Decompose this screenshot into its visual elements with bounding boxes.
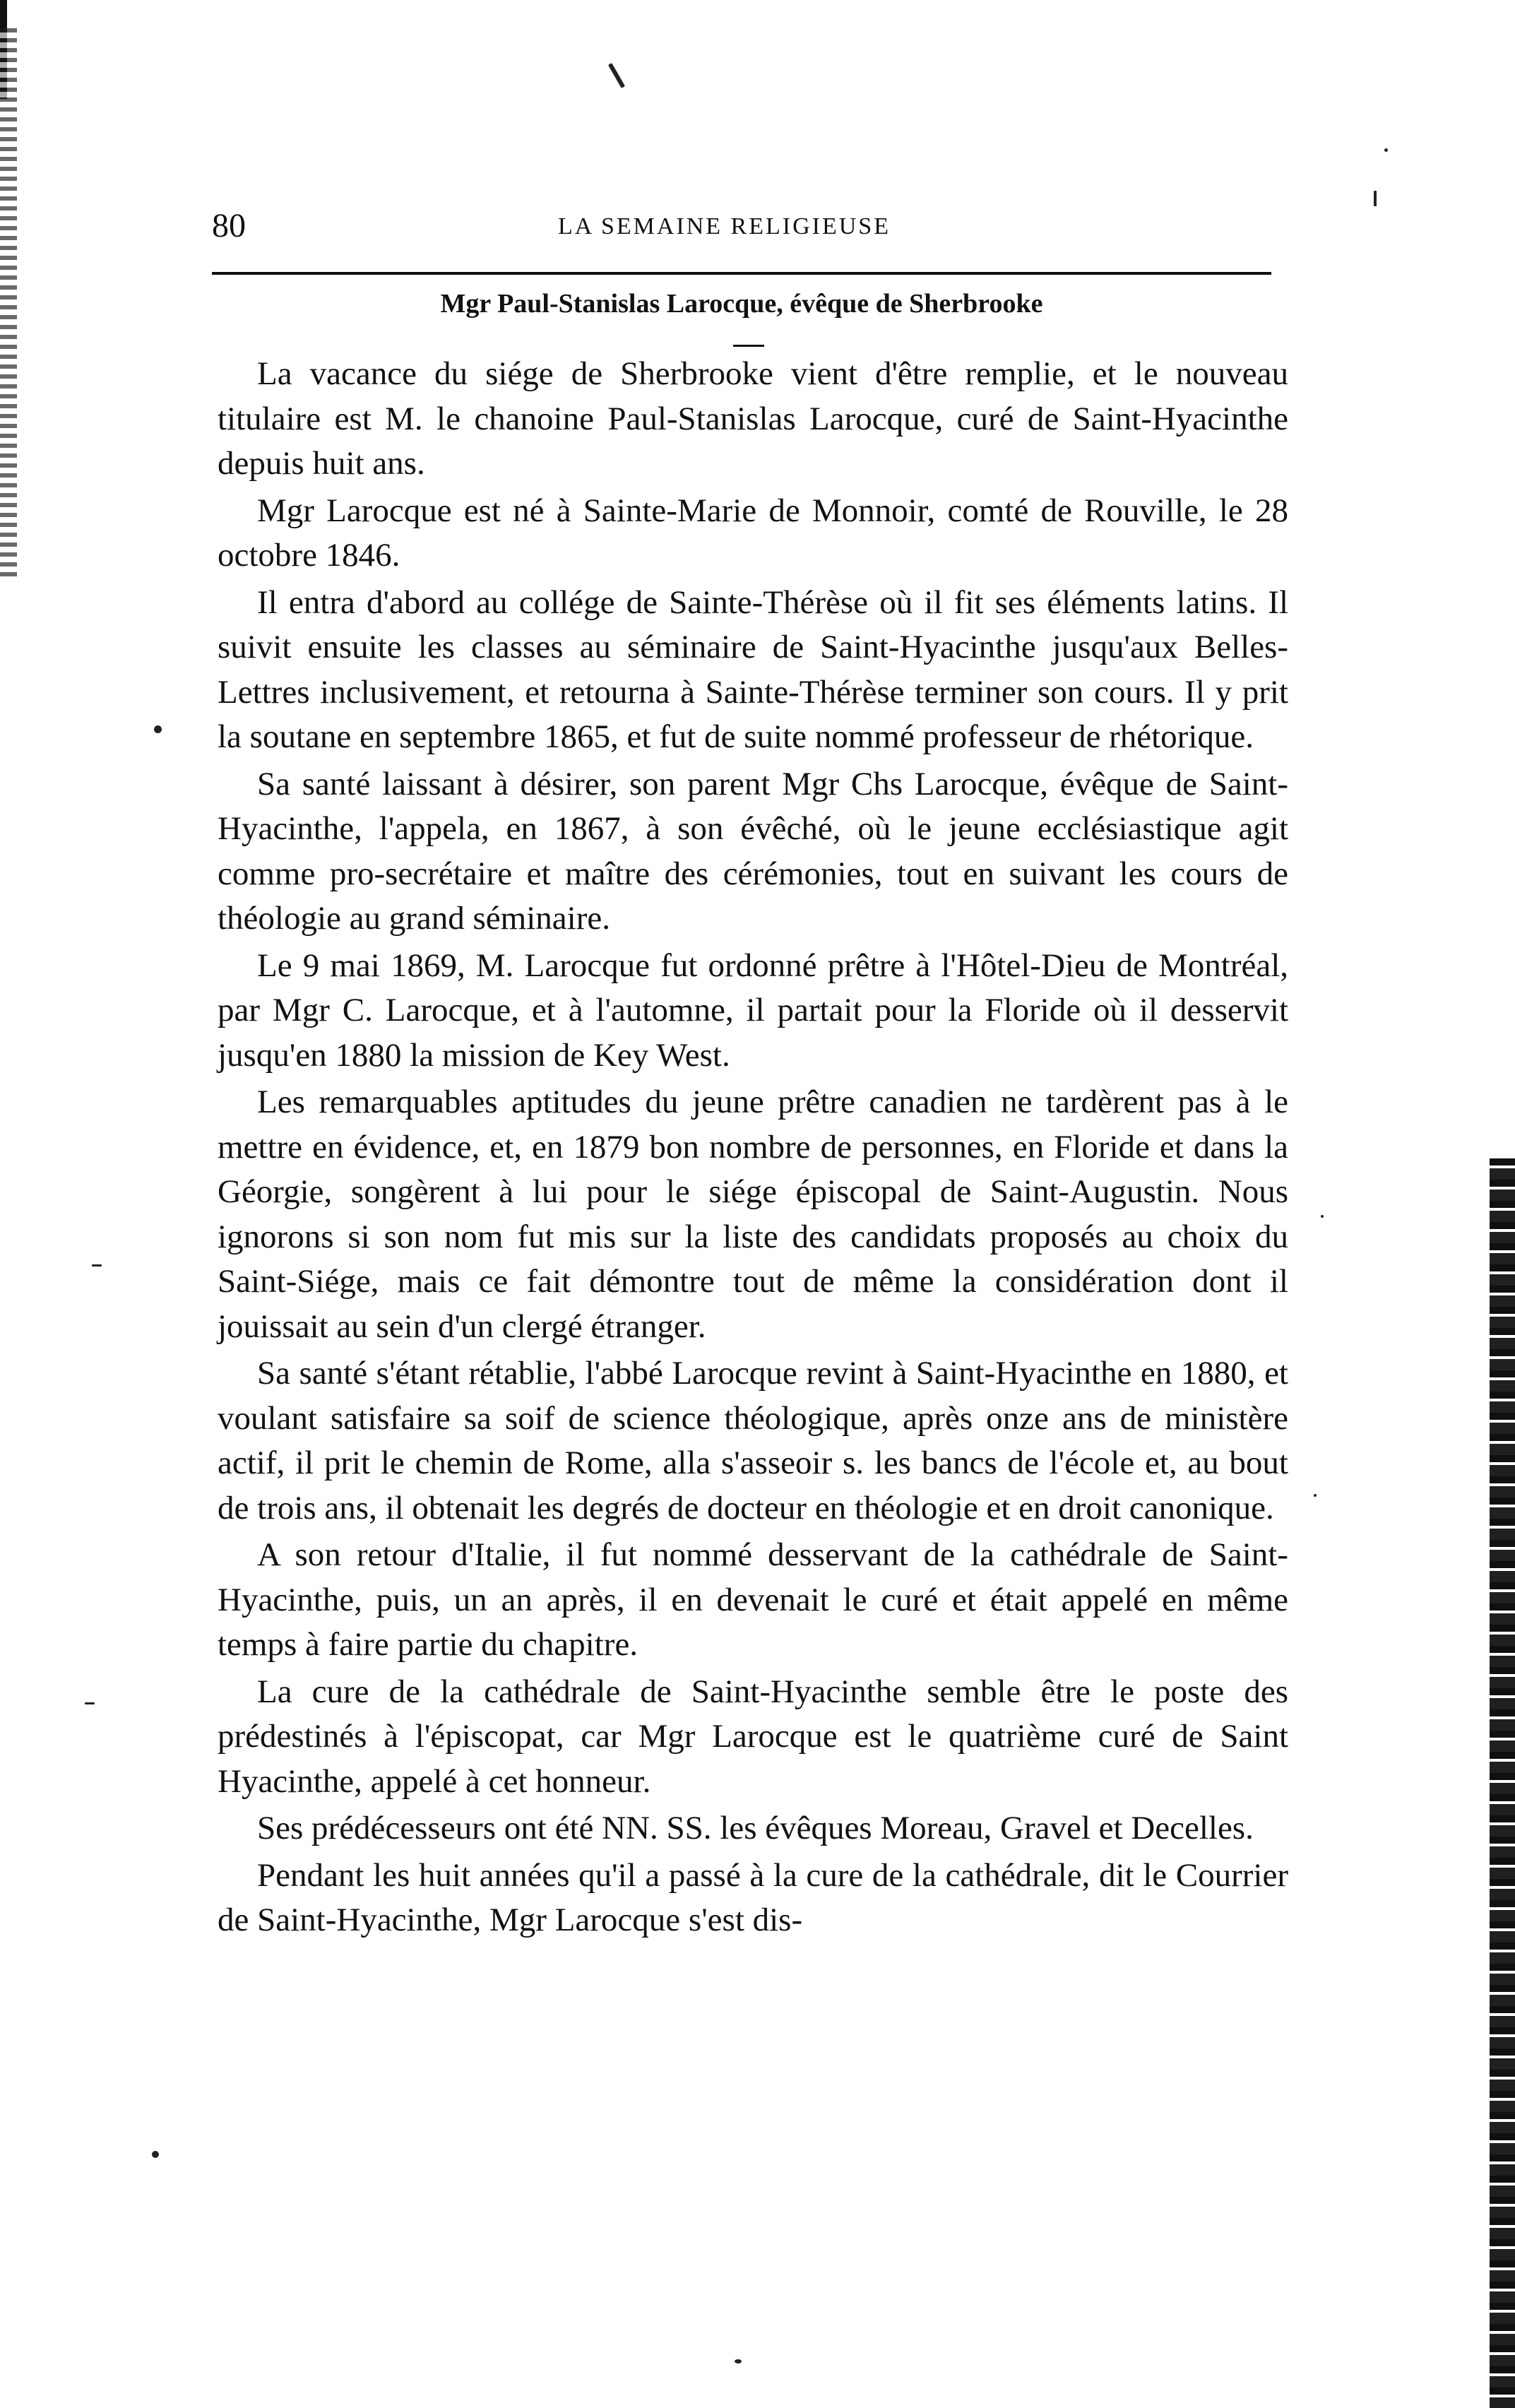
scan-edge-left: [0, 28, 17, 579]
scan-speck: [92, 1264, 102, 1267]
scan-speck: [608, 63, 625, 88]
paragraph: Pendant les huit années qu'il a passé à la cure de la cathédrale, dit le Courrier de Saint-Hyacinthe, Mgr Larocque s'est dis-: [218, 1856, 1288, 1938]
paragraph: Les remarquables aptitudes du jeune prêtre canadien ne tardèrent pas à le mettre en évidence, et, en 1879 bon nombre de personnes, en Floride et dans la Géorgie, songèrent à lui pour le siége épiscopal de Saint-Augustin. Nous ignorons si son nom fut mis sur la liste des candidats proposés au choix du Saint-Siége, mais ce fait démontre tout de même la considération dont il jouissait au sein d'un clergé étranger.: [218, 1084, 1288, 1345]
paragraph: La vacance du siége de Sherbrooke vient d'être remplie, et le nouveau titulaire est M. le chanoine Paul-Stanislas Larocque, curé de Saint-Hyacinthe depuis huit ans.: [218, 355, 1288, 482]
scan-speck: [1374, 191, 1377, 206]
scan-speck: [1384, 148, 1388, 152]
scan-speck: [735, 2359, 742, 2363]
article-title: Mgr Paul-Stanislas Larocque, évêque de Sherbrooke: [440, 289, 1043, 319]
paragraph: Ses prédécesseurs ont été NN. SS. les évêques Moreau, Gravel et Decelles.: [257, 1810, 1254, 1846]
paragraph: La cure de la cathédrale de Saint-Hyacinthe semble être le poste des prédestinés à l'épiscopat, car Mgr Larocque est le quatrième curé de Saint Hyacinthe, appelé à cet honneur.: [218, 1673, 1288, 1800]
scan-speck: [85, 1702, 95, 1704]
scan-speck: [1314, 1494, 1317, 1497]
scan-speck: [152, 2151, 159, 2158]
running-title: LA SEMAINE RELIGIEUSE: [558, 213, 891, 239]
paragraph: Mgr Larocque est né à Sainte-Marie de Monnoir, comté de Rouville, le 28 octobre 1846.: [218, 492, 1288, 574]
title-separator: [733, 345, 764, 347]
paragraph: Sa santé s'étant rétablie, l'abbé Larocque revint à Saint-Hyacinthe en 1880, et voulant satisfaire sa soif de science théologique, après onze ans de ministère actif, il prit le chemin de Rome, alla s'asseoir s. les bancs de l'école et, au bout de trois ans, il obtenait les degrés de docteur en théologie et en droit canonique.: [218, 1355, 1288, 1526]
page-number: 80: [212, 207, 246, 244]
running-head: [212, 206, 1271, 249]
scan-edge-right: [1490, 1158, 1515, 2408]
paragraph: Sa santé laissant à désirer, son parent Mgr Chs Larocque, évêque de Saint-Hyacinthe, l'appela, en 1867, à son évêché, où le jeune ecclésiastique agit comme pro-secrétaire et maître des cérémonies, tout en suivant les cours de théologie au grand séminaire.: [218, 765, 1288, 937]
scan-speck: [1321, 1215, 1324, 1218]
paragraph: Le 9 mai 1869, M. Larocque fut ordonné prêtre à l'Hôtel-Dieu de Montréal, par Mgr C. Larocque, et à l'automne, il partait pour la Floride où il desservit jusqu'en 1880 la mission de Key West.: [218, 947, 1288, 1074]
article-body: [218, 352, 1288, 1945]
header-rule: [212, 272, 1271, 275]
paragraph: Il entra d'abord au collége de Sainte-Thérèse où il fit ses éléments latins. Il suivit ensuite les classes au séminaire de Saint-Hyacinthe jusqu'aux Belles-Lettres inclusivement, et retourna à Sainte-Thérèse terminer son cours. Il y prit la soutane en septembre 1865, et fut de suite nommé professeur de rhétorique.: [218, 583, 1288, 755]
paragraph: A son retour d'Italie, il fut nommé desservant de la cathédrale de Saint-Hyacinthe, puis, un an après, il en devenait le curé et était appelé en même temps à faire partie du chapitre.: [218, 1536, 1288, 1663]
scan-speck: [154, 725, 162, 733]
